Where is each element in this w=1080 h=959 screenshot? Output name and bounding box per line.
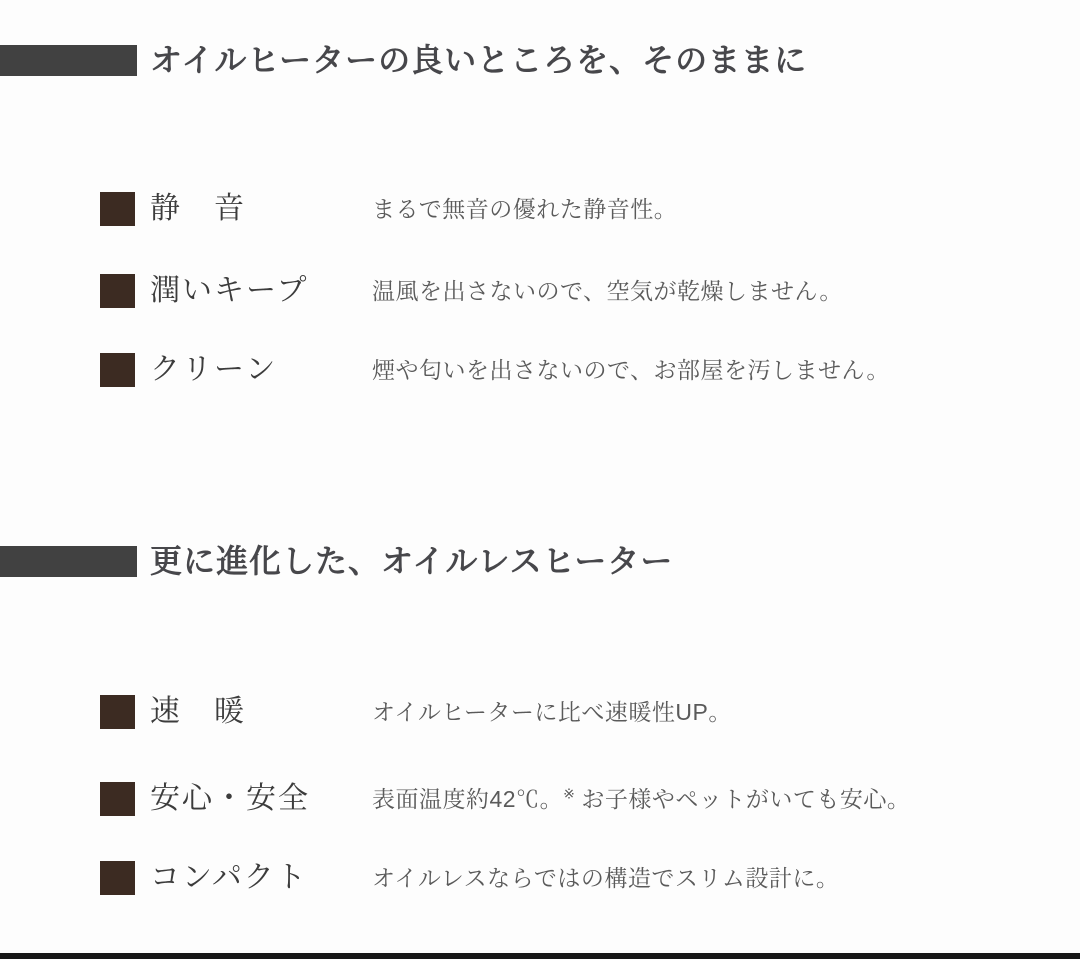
- description-main: 表面温度約42℃。: [372, 786, 564, 812]
- feature-label: 静 音: [150, 192, 246, 225]
- feature-row-quick-heat: [100, 694, 732, 730]
- section-title: オイルヒーターの良いところを、そのままに: [150, 42, 808, 78]
- description-rest: お子様やペットがいても安心。: [581, 786, 911, 812]
- square-bullet-icon: [100, 353, 135, 387]
- bottom-divider-bar: [0, 953, 1080, 959]
- square-bullet-icon: [100, 695, 135, 729]
- square-bullet-icon: [100, 861, 135, 895]
- feature-description: 煙や匂いを出さないので、お部屋を汚しません。: [372, 357, 890, 383]
- feature-label: 安心・安全: [150, 782, 310, 815]
- feature-description: 温風を出さないので、空気が乾燥しません。: [372, 278, 843, 304]
- feature-description: [372, 785, 910, 813]
- feature-row-silent: [100, 191, 677, 227]
- feature-row-moisture-keep: [100, 273, 843, 309]
- feature-row-safety: [100, 781, 910, 817]
- feature-label: コンパクト: [150, 861, 308, 894]
- feature-label: 潤いキープ: [150, 274, 309, 307]
- feature-description: オイルヒーターに比べ速暖性UP。: [372, 699, 732, 725]
- section-heading-row: [0, 44, 807, 76]
- feature-label: クリーン: [150, 353, 278, 386]
- feature-description: まるで無音の優れた静音性。: [372, 196, 678, 222]
- square-bullet-icon: [100, 274, 135, 308]
- heading-accent-bar: [0, 546, 137, 577]
- section-title: 更に進化した、オイルレスヒーター: [150, 543, 674, 579]
- heading-accent-bar: [0, 45, 137, 76]
- square-bullet-icon: [100, 192, 135, 226]
- feature-row-clean: [100, 352, 890, 388]
- footnote-asterisk-mark: ※: [563, 785, 576, 802]
- feature-label: 速 暖: [150, 695, 246, 728]
- square-bullet-icon: [100, 782, 135, 816]
- feature-row-compact: [100, 860, 839, 896]
- section-heading-row: [0, 545, 673, 577]
- feature-description: オイルレスならではの構造でスリム設計に。: [372, 865, 840, 891]
